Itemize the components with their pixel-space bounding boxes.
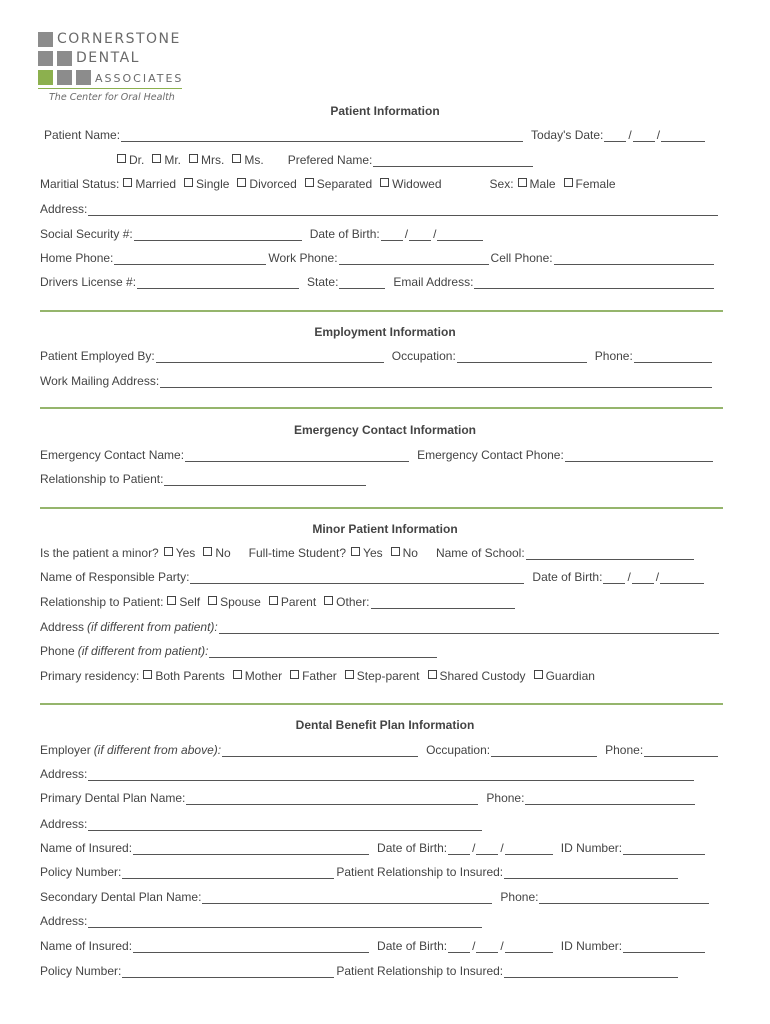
work-mailing-field[interactable] <box>160 375 712 388</box>
checkbox-icon[interactable] <box>164 547 173 556</box>
row-secondary-plan <box>40 890 724 905</box>
ssn-field[interactable] <box>134 228 302 241</box>
state-field[interactable] <box>339 276 385 289</box>
email-label: Email Address: <box>393 275 474 289</box>
row-employer <box>40 743 724 758</box>
logo-square <box>38 32 53 47</box>
dob-label: Date of Birth: <box>309 227 380 241</box>
minor-phone-note: (if different from patient): <box>77 644 209 658</box>
row-benefit-address <box>40 767 724 782</box>
todays-date-year-field[interactable] <box>661 129 705 142</box>
title-option-mrs[interactable]: Mrs. <box>189 153 224 168</box>
checkbox-icon[interactable] <box>380 178 389 187</box>
secondary-insured-field[interactable] <box>133 940 369 953</box>
minor-address-label: Address <box>40 620 85 634</box>
sex-option-male[interactable]: Male <box>518 177 556 192</box>
checkbox-icon[interactable] <box>167 596 176 605</box>
row-residency <box>40 669 724 684</box>
todays-date-day-field[interactable] <box>633 129 655 142</box>
row-work-mailing <box>40 374 724 389</box>
marital-option-married[interactable]: Married <box>123 177 176 192</box>
row-phones <box>40 251 724 266</box>
emergency-relationship-label: Relationship to Patient: <box>40 472 164 486</box>
residency-option-shared-custody[interactable]: Shared Custody <box>428 669 526 684</box>
work-phone-label: Work Phone: <box>268 251 338 265</box>
state-label: State: <box>307 275 339 289</box>
secondary-plan-phone-field[interactable] <box>539 891 709 904</box>
sex-label: Sex: <box>489 177 514 191</box>
emergency-name-label: Emergency Contact Name: <box>40 448 185 462</box>
minor-dob-year-field[interactable] <box>660 571 704 584</box>
minor-question-label: Is the patient a minor? <box>40 546 159 560</box>
employer-label: Employer <box>40 743 91 757</box>
row-minor-relationship <box>40 595 724 610</box>
section-divider <box>40 703 723 705</box>
section-title-minor: Minor Patient Information <box>312 522 458 536</box>
address-field[interactable] <box>88 203 718 216</box>
secondary-plan-label: Secondary Dental Plan Name: <box>40 890 202 904</box>
primary-relationship-label: Patient Relationship to Insured: <box>336 865 504 879</box>
responsible-party-field[interactable] <box>190 571 524 584</box>
secondary-insured-dob-day[interactable] <box>476 940 498 953</box>
minor-relationship-label: Relationship to Patient: <box>40 595 164 609</box>
row-marital <box>40 177 724 192</box>
minor-dob-month-field[interactable] <box>603 571 625 584</box>
row-primary-insured: Name of Insured: Date of Birth: / / ID Number: <box>40 841 724 856</box>
section-divider <box>40 310 723 312</box>
marital-option-separated[interactable]: Separated <box>305 177 372 192</box>
minor-phone-field[interactable] <box>209 645 437 658</box>
row-responsible-party: Name of Responsible Party: Date of Birth: / / <box>40 570 724 585</box>
student-question-label: Full-time Student? <box>248 546 347 560</box>
secondary-insured-dob-year[interactable] <box>505 940 553 953</box>
residency-option-both-parents[interactable]: Both Parents <box>143 669 224 684</box>
section-title-emergency: Emergency Contact Information <box>293 423 477 437</box>
patient-name-label: Patient Name: <box>44 128 121 142</box>
address-label: Address: <box>40 202 88 216</box>
emergency-relationship-field[interactable] <box>164 473 366 486</box>
checkbox-icon[interactable] <box>391 547 400 556</box>
secondary-policy-label: Policy Number: <box>40 964 122 978</box>
primary-insured-label: Name of Insured: <box>40 841 133 855</box>
primary-plan-phone-field[interactable] <box>525 792 695 805</box>
primary-insured-dob-label: Date of Birth: <box>377 841 448 855</box>
primary-plan-label: Primary Dental Plan Name: <box>40 791 186 805</box>
minor-phone-label: Phone <box>40 644 75 658</box>
secondary-plan-field[interactable] <box>202 891 492 904</box>
row-employed-by <box>40 349 724 364</box>
row-titles <box>117 153 724 168</box>
row-ssn: Social Security #: Date of Birth: / / <box>40 227 724 242</box>
responsible-party-label: Name of Responsible Party: <box>40 570 190 584</box>
checkbox-icon[interactable] <box>290 670 299 679</box>
minor-address-field[interactable] <box>219 621 719 634</box>
emergency-phone-label: Emergency Contact Phone: <box>417 448 564 462</box>
occupation-label: Occupation: <box>391 349 456 363</box>
primary-plan-phone-label: Phone: <box>486 791 525 805</box>
student-yes-option[interactable]: Yes <box>351 546 383 561</box>
employer-field[interactable] <box>222 744 418 757</box>
logo-rule <box>38 88 182 89</box>
employment-phone-label: Phone: <box>594 349 633 363</box>
residency-option-mother[interactable]: Mother <box>233 669 282 684</box>
dob-month-field[interactable] <box>381 228 403 241</box>
checkbox-icon[interactable] <box>518 178 527 187</box>
section-title-patient: Patient Information <box>330 104 440 118</box>
checkbox-icon[interactable] <box>152 154 161 163</box>
logo-square-green <box>38 70 53 85</box>
row-secondary-address <box>40 914 724 929</box>
dob-day-field[interactable] <box>409 228 431 241</box>
preferred-name-field[interactable] <box>373 154 533 167</box>
benefit-phone-label: Phone: <box>605 743 644 757</box>
checkbox-icon[interactable] <box>351 547 360 556</box>
relationship-option-spouse[interactable]: Spouse <box>208 595 261 610</box>
school-label: Name of School: <box>435 546 525 560</box>
minor-yes-option[interactable]: Yes <box>164 546 196 561</box>
title-option-dr[interactable]: Dr. <box>117 153 144 168</box>
logo-square <box>57 51 72 66</box>
row-secondary-policy <box>40 964 724 979</box>
checkbox-icon[interactable] <box>324 596 333 605</box>
primary-id-field[interactable] <box>623 842 705 855</box>
relationship-option-other[interactable]: Other: <box>324 595 369 610</box>
employed-by-label: Patient Employed By: <box>40 349 155 363</box>
secondary-address-label: Address: <box>40 914 88 928</box>
checkbox-icon[interactable] <box>305 178 314 187</box>
dob-year-field[interactable] <box>437 228 483 241</box>
minor-no-option[interactable]: No <box>203 546 230 561</box>
row-secondary-insured: Name of Insured: Date of Birth: / / ID Number: <box>40 939 724 954</box>
employment-phone-field[interactable] <box>634 350 712 363</box>
secondary-insured-dob-label: Date of Birth: <box>377 939 448 953</box>
logo-square <box>57 70 72 85</box>
minor-dob-day-field[interactable] <box>632 571 654 584</box>
logo-square <box>76 70 91 85</box>
secondary-relationship-label: Patient Relationship to Insured: <box>336 964 504 978</box>
secondary-plan-phone-label: Phone: <box>500 890 539 904</box>
checkbox-icon[interactable] <box>208 596 217 605</box>
secondary-insured-dob-month[interactable] <box>448 940 470 953</box>
school-field[interactable] <box>526 547 694 560</box>
emergency-phone-field[interactable] <box>565 449 713 462</box>
logo-square <box>38 51 53 66</box>
checkbox-icon[interactable] <box>233 670 242 679</box>
row-minor-address <box>40 620 724 635</box>
title-option-ms[interactable]: Ms. <box>232 153 263 168</box>
occupation-field[interactable] <box>457 350 587 363</box>
primary-address-label: Address: <box>40 817 88 831</box>
minor-address-note: (if different from patient): <box>87 620 218 634</box>
section-title-benefit: Dental Benefit Plan Information <box>295 718 475 732</box>
checkbox-icon[interactable] <box>184 178 193 187</box>
logo-tagline: The Center for Oral Health <box>49 92 175 103</box>
patient-name-field[interactable] <box>121 129 523 142</box>
checkbox-icon[interactable] <box>117 154 126 163</box>
row-minor-question <box>40 546 724 561</box>
home-phone-field[interactable] <box>114 252 266 265</box>
section-title-employment: Employment Information <box>314 325 456 339</box>
license-label: Drivers License #: <box>40 275 137 289</box>
cornerstone-logo <box>38 30 188 110</box>
benefit-phone-field[interactable] <box>644 744 718 757</box>
logo-line3: ASSOCIATES <box>95 72 184 85</box>
logo-line1: CORNERSTONE <box>57 31 181 47</box>
residency-label: Primary residency: <box>40 669 140 683</box>
checkbox-icon[interactable] <box>564 178 573 187</box>
ssn-label: Social Security #: <box>40 227 133 241</box>
date-slash: / <box>628 128 632 142</box>
row-emergency-name <box>40 448 724 463</box>
marital-option-single[interactable]: Single <box>184 177 229 192</box>
checkbox-icon[interactable] <box>269 596 278 605</box>
row-patient-name <box>44 128 724 143</box>
sex-option-female[interactable]: Female <box>564 177 616 192</box>
checkbox-icon[interactable] <box>203 547 212 556</box>
todays-date-month-field[interactable] <box>604 129 626 142</box>
row-primary-policy <box>40 865 724 880</box>
section-divider <box>40 507 723 509</box>
section-divider <box>40 407 723 409</box>
relationship-option-self[interactable]: Self <box>167 595 200 610</box>
cell-phone-label: Cell Phone: <box>490 251 553 265</box>
primary-insured-dob-year[interactable] <box>505 842 553 855</box>
benefit-occupation-field[interactable] <box>491 744 597 757</box>
row-primary-address <box>40 817 724 832</box>
marital-option-divorced[interactable]: Divorced <box>237 177 296 192</box>
relationship-option-parent[interactable]: Parent <box>269 595 316 610</box>
cell-phone-field[interactable] <box>554 252 714 265</box>
secondary-id-label: ID Number: <box>560 939 623 953</box>
checkbox-icon[interactable] <box>123 178 132 187</box>
row-primary-plan <box>40 791 724 806</box>
secondary-id-field[interactable] <box>623 940 705 953</box>
residency-option-guardian[interactable]: Guardian <box>534 669 595 684</box>
checkbox-icon[interactable] <box>428 670 437 679</box>
employed-by-field[interactable] <box>156 350 384 363</box>
primary-plan-field[interactable] <box>186 792 478 805</box>
primary-insured-dob-day[interactable] <box>476 842 498 855</box>
row-address <box>40 202 724 217</box>
student-no-option[interactable]: No <box>391 546 418 561</box>
secondary-insured-label: Name of Insured: <box>40 939 133 953</box>
checkbox-icon[interactable] <box>534 670 543 679</box>
email-field[interactable] <box>474 276 714 289</box>
employer-note: (if different from above): <box>93 743 222 757</box>
work-mailing-label: Work Mailing Address: <box>40 374 160 388</box>
preferred-name-label: Prefered Name: <box>287 153 373 167</box>
checkbox-icon[interactable] <box>237 178 246 187</box>
marital-status-label: Maritial Status: <box>40 177 120 191</box>
emergency-name-field[interactable] <box>185 449 409 462</box>
checkbox-icon[interactable] <box>189 154 198 163</box>
row-license <box>40 275 724 290</box>
date-slash: / <box>656 128 661 142</box>
license-field[interactable] <box>137 276 299 289</box>
checkbox-icon[interactable] <box>345 670 354 679</box>
residency-option-step-parent[interactable]: Step-parent <box>345 669 420 684</box>
relationship-other-field[interactable] <box>371 596 515 609</box>
primary-address-field[interactable] <box>88 818 482 831</box>
benefit-address-field[interactable] <box>88 768 694 781</box>
secondary-policy-field[interactable] <box>122 965 334 978</box>
benefit-occupation-label: Occupation: <box>426 743 491 757</box>
title-option-mr[interactable]: Mr. <box>152 153 181 168</box>
primary-relationship-field[interactable] <box>504 866 678 879</box>
marital-option-widowed[interactable]: Widowed <box>380 177 441 192</box>
primary-id-label: ID Number: <box>560 841 623 855</box>
secondary-address-field[interactable] <box>88 915 482 928</box>
minor-dob-label: Date of Birth: <box>532 570 603 584</box>
primary-insured-dob-month[interactable] <box>448 842 470 855</box>
home-phone-label: Home Phone: <box>40 251 114 265</box>
primary-insured-field[interactable] <box>133 842 369 855</box>
todays-date-label: Today's Date: <box>531 128 604 142</box>
row-emergency-relationship <box>40 472 724 487</box>
benefit-address-label: Address: <box>40 767 88 781</box>
checkbox-icon[interactable] <box>143 670 152 679</box>
primary-policy-label: Policy Number: <box>40 865 122 879</box>
work-phone-field[interactable] <box>339 252 489 265</box>
checkbox-icon[interactable] <box>232 154 241 163</box>
residency-option-father[interactable]: Father <box>290 669 337 684</box>
primary-policy-field[interactable] <box>122 866 334 879</box>
row-minor-phone <box>40 644 724 659</box>
logo-line2: DENTAL <box>76 50 140 66</box>
secondary-relationship-field[interactable] <box>504 965 678 978</box>
